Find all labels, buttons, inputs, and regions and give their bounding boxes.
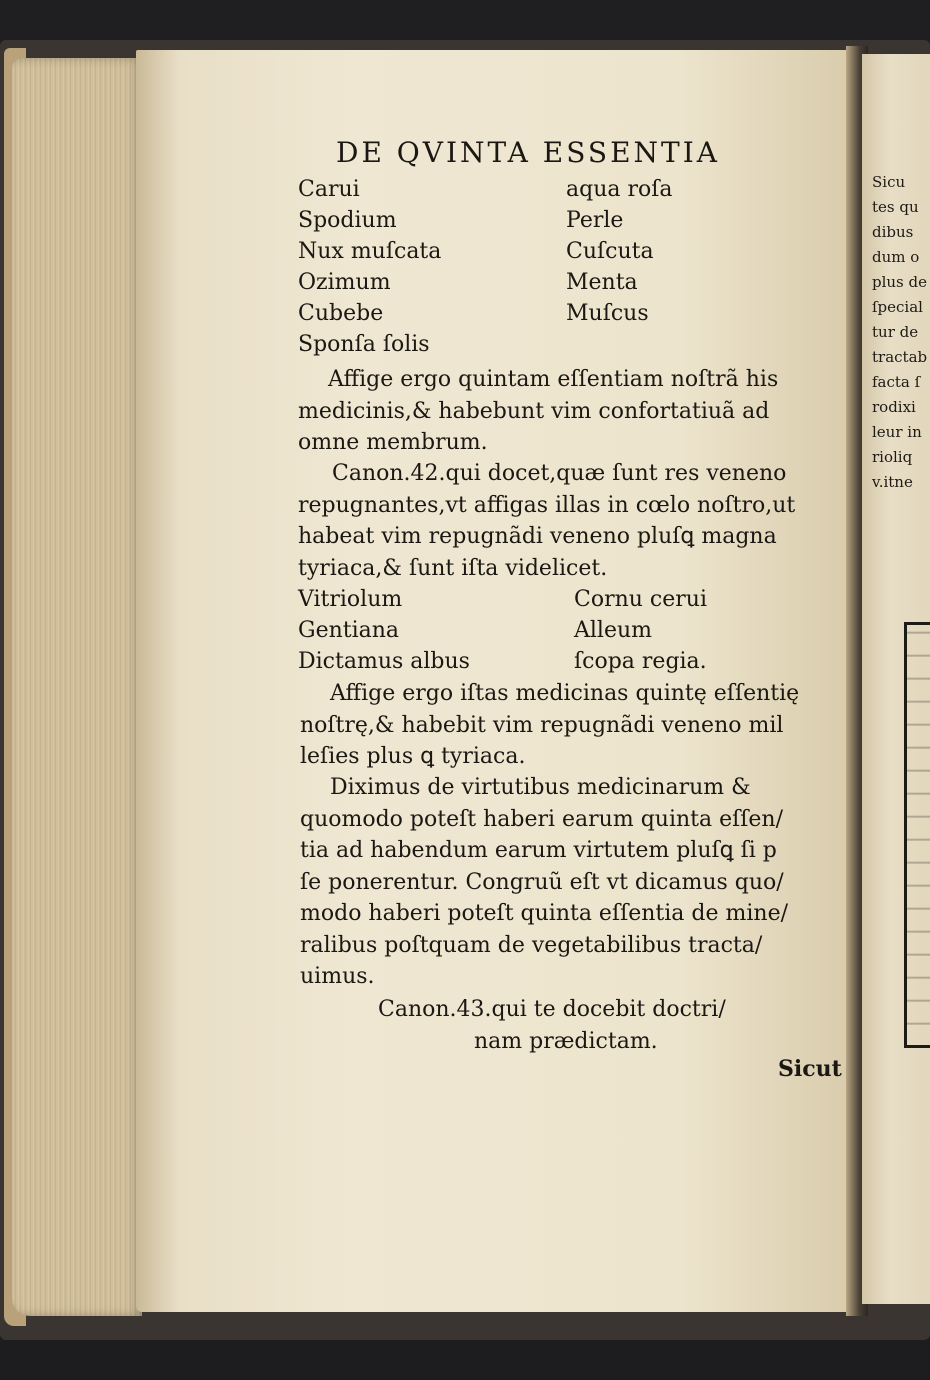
ingredient-list-1-right <box>566 174 673 329</box>
catchword: Sicut <box>778 1056 842 1082</box>
fragment-line: plus de <box>872 273 928 291</box>
text-line: nam prædictam. <box>474 1028 658 1054</box>
text-line: repugnantes,vt affigas illas in cœlo noſtro,ut <box>298 492 796 518</box>
paragraph-canon-43 <box>378 994 726 1057</box>
ingredient-item: Alleum <box>574 618 653 643</box>
fragment-line: leur in <box>872 423 922 441</box>
ingredient-list-2-left <box>298 584 470 677</box>
ingredient-item: Carui <box>298 177 360 202</box>
text-line: leſies plus ꝗ tyriaca. <box>300 744 526 769</box>
text-line: Affige ergo quintam eſſentiam noſtrã his <box>328 367 779 392</box>
text-line: tia ad habendum earum virtutem pluſꝗ ſi p <box>300 838 777 863</box>
text-line: tyriaca,& ſunt iſta videlicet. <box>298 555 608 581</box>
ingredient-item: Ozimum <box>298 270 391 295</box>
fragment-line: tractab <box>872 348 928 366</box>
fragment-line: tes qu <box>872 198 919 216</box>
text-line: habeat vim repugnãdi veneno pluſꝗ magna <box>298 524 777 549</box>
text-line: Canon.43.qui te docebit doctri/ <box>378 997 726 1022</box>
fragment-line: rodixi <box>872 398 916 416</box>
text-line: medicinis,& habebunt vim confortatiuã ad <box>298 398 770 424</box>
fragment-line: Sicu <box>872 173 906 191</box>
paragraph-diximus <box>300 772 788 993</box>
text-line: uimus. <box>300 964 375 989</box>
fragment-line: ſpecial <box>872 298 923 316</box>
ingredient-list-2-right <box>574 584 707 677</box>
text-line: Canon.42.qui docet,quæ ſunt res veneno <box>332 461 787 486</box>
fragment-line: tur de <box>872 323 919 341</box>
paragraph-affige-2 <box>300 678 799 773</box>
ingredient-item: Spodium <box>298 208 397 233</box>
text-line: Affige ergo iſtas medicinas quintę eſſentię <box>330 681 800 706</box>
fragment-line: dibus <box>872 223 914 241</box>
ingredient-item: Muſcus <box>566 301 649 326</box>
ingredient-item: Vitriolum <box>298 587 403 612</box>
ingredient-item: Dictamus albus <box>298 649 470 674</box>
fragment-line: v.itne <box>872 473 913 491</box>
text-line: ralibus poſtquam de vegetabilibus tracta/ <box>300 932 763 958</box>
running-head: DE QVINTA ESSENTIA <box>336 136 720 169</box>
text-line: quomodo poteſt haberi earum quinta eſſen/ <box>300 806 784 832</box>
ingredient-item: Menta <box>566 270 638 295</box>
woodcut-illustration-edge <box>904 622 930 1048</box>
ingredient-item: Cuſcuta <box>566 239 654 264</box>
page-block-edge <box>12 58 142 1316</box>
ingredient-item: Cornu cerui <box>574 587 707 612</box>
ingredient-item: Sponſa ſolis <box>298 332 430 357</box>
fragment-line: dum o <box>872 248 920 266</box>
text-line: modo haberi poteſt quinta eſſentia de mine/ <box>300 901 789 926</box>
text-line: omne membrum. <box>298 430 488 455</box>
ingredient-item: Gentiana <box>298 618 400 643</box>
ingredient-item: Cubebe <box>298 301 384 326</box>
right-page-fragments <box>872 170 930 495</box>
ingredient-item: ſcopa regia. <box>574 649 707 674</box>
fragment-line: rioliq <box>872 448 913 466</box>
paragraph-canon-42 <box>298 458 795 584</box>
ingredient-item: Nux muſcata <box>298 239 442 264</box>
text-line: Diximus de virtutibus medicinarum & <box>330 775 751 800</box>
ingredient-list-1-left <box>298 174 441 360</box>
text-line: noſtrę,& habebit vim repugnãdi veneno mil <box>300 712 784 738</box>
text-line: ſe ponerentur. Congruũ eſt vt dicamus quo/ <box>300 869 784 895</box>
fragment-line: facta ſ <box>872 373 921 391</box>
ingredient-item: aqua roſa <box>566 177 673 202</box>
paragraph-affige-1 <box>298 364 778 459</box>
ingredient-item: Perle <box>566 208 624 233</box>
